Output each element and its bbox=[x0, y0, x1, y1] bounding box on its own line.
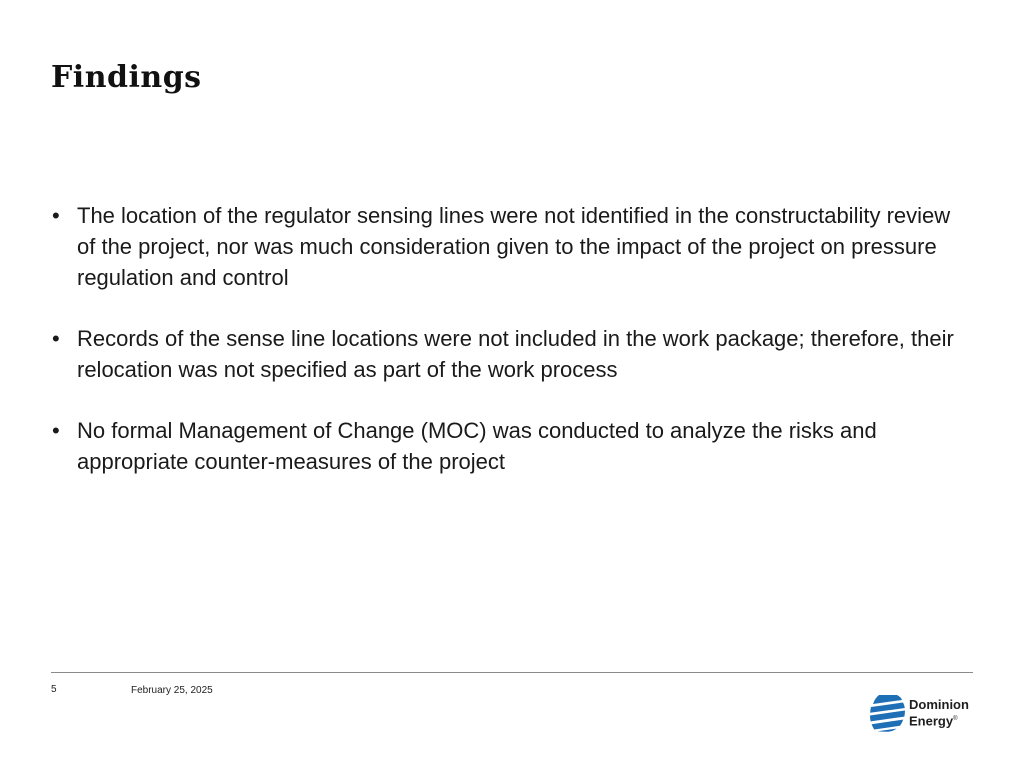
bullet-dot: • bbox=[52, 418, 60, 443]
bullet-text: No formal Management of Change (MOC) was conducted to analyze the risks and appropriate counter-measures of the project bbox=[77, 418, 877, 474]
bullet-item bbox=[52, 323, 972, 385]
slide-title: Findings bbox=[51, 60, 202, 95]
dominion-energy-logo bbox=[869, 694, 979, 734]
page-number: 5 bbox=[51, 684, 57, 695]
logo-wordmark bbox=[909, 698, 969, 728]
logo-line-energy bbox=[909, 712, 969, 728]
dominion-energy-stripes-icon bbox=[869, 694, 905, 732]
bullet-text: Records of the sense line locations were not included in the work package; therefore, their relocation was not specified as part of the work process bbox=[77, 326, 954, 382]
logo-energy-text: Energy bbox=[909, 713, 954, 729]
bullet-item bbox=[52, 200, 972, 293]
bullet-dot: • bbox=[52, 326, 60, 351]
registered-mark: ® bbox=[953, 716, 958, 722]
bullet-text: The location of the regulator sensing lines were not identified in the constructability review of the project, nor was much consideration given to the impact of the project on pressure regulation and control bbox=[77, 203, 951, 290]
footer-date: February 25, 2025 bbox=[131, 685, 213, 696]
logo-line-dominion: Dominion bbox=[909, 697, 969, 712]
footer-divider bbox=[51, 672, 973, 673]
bullet-item bbox=[52, 415, 972, 477]
bullet-dot: • bbox=[52, 203, 60, 228]
bullet-list bbox=[52, 200, 972, 507]
